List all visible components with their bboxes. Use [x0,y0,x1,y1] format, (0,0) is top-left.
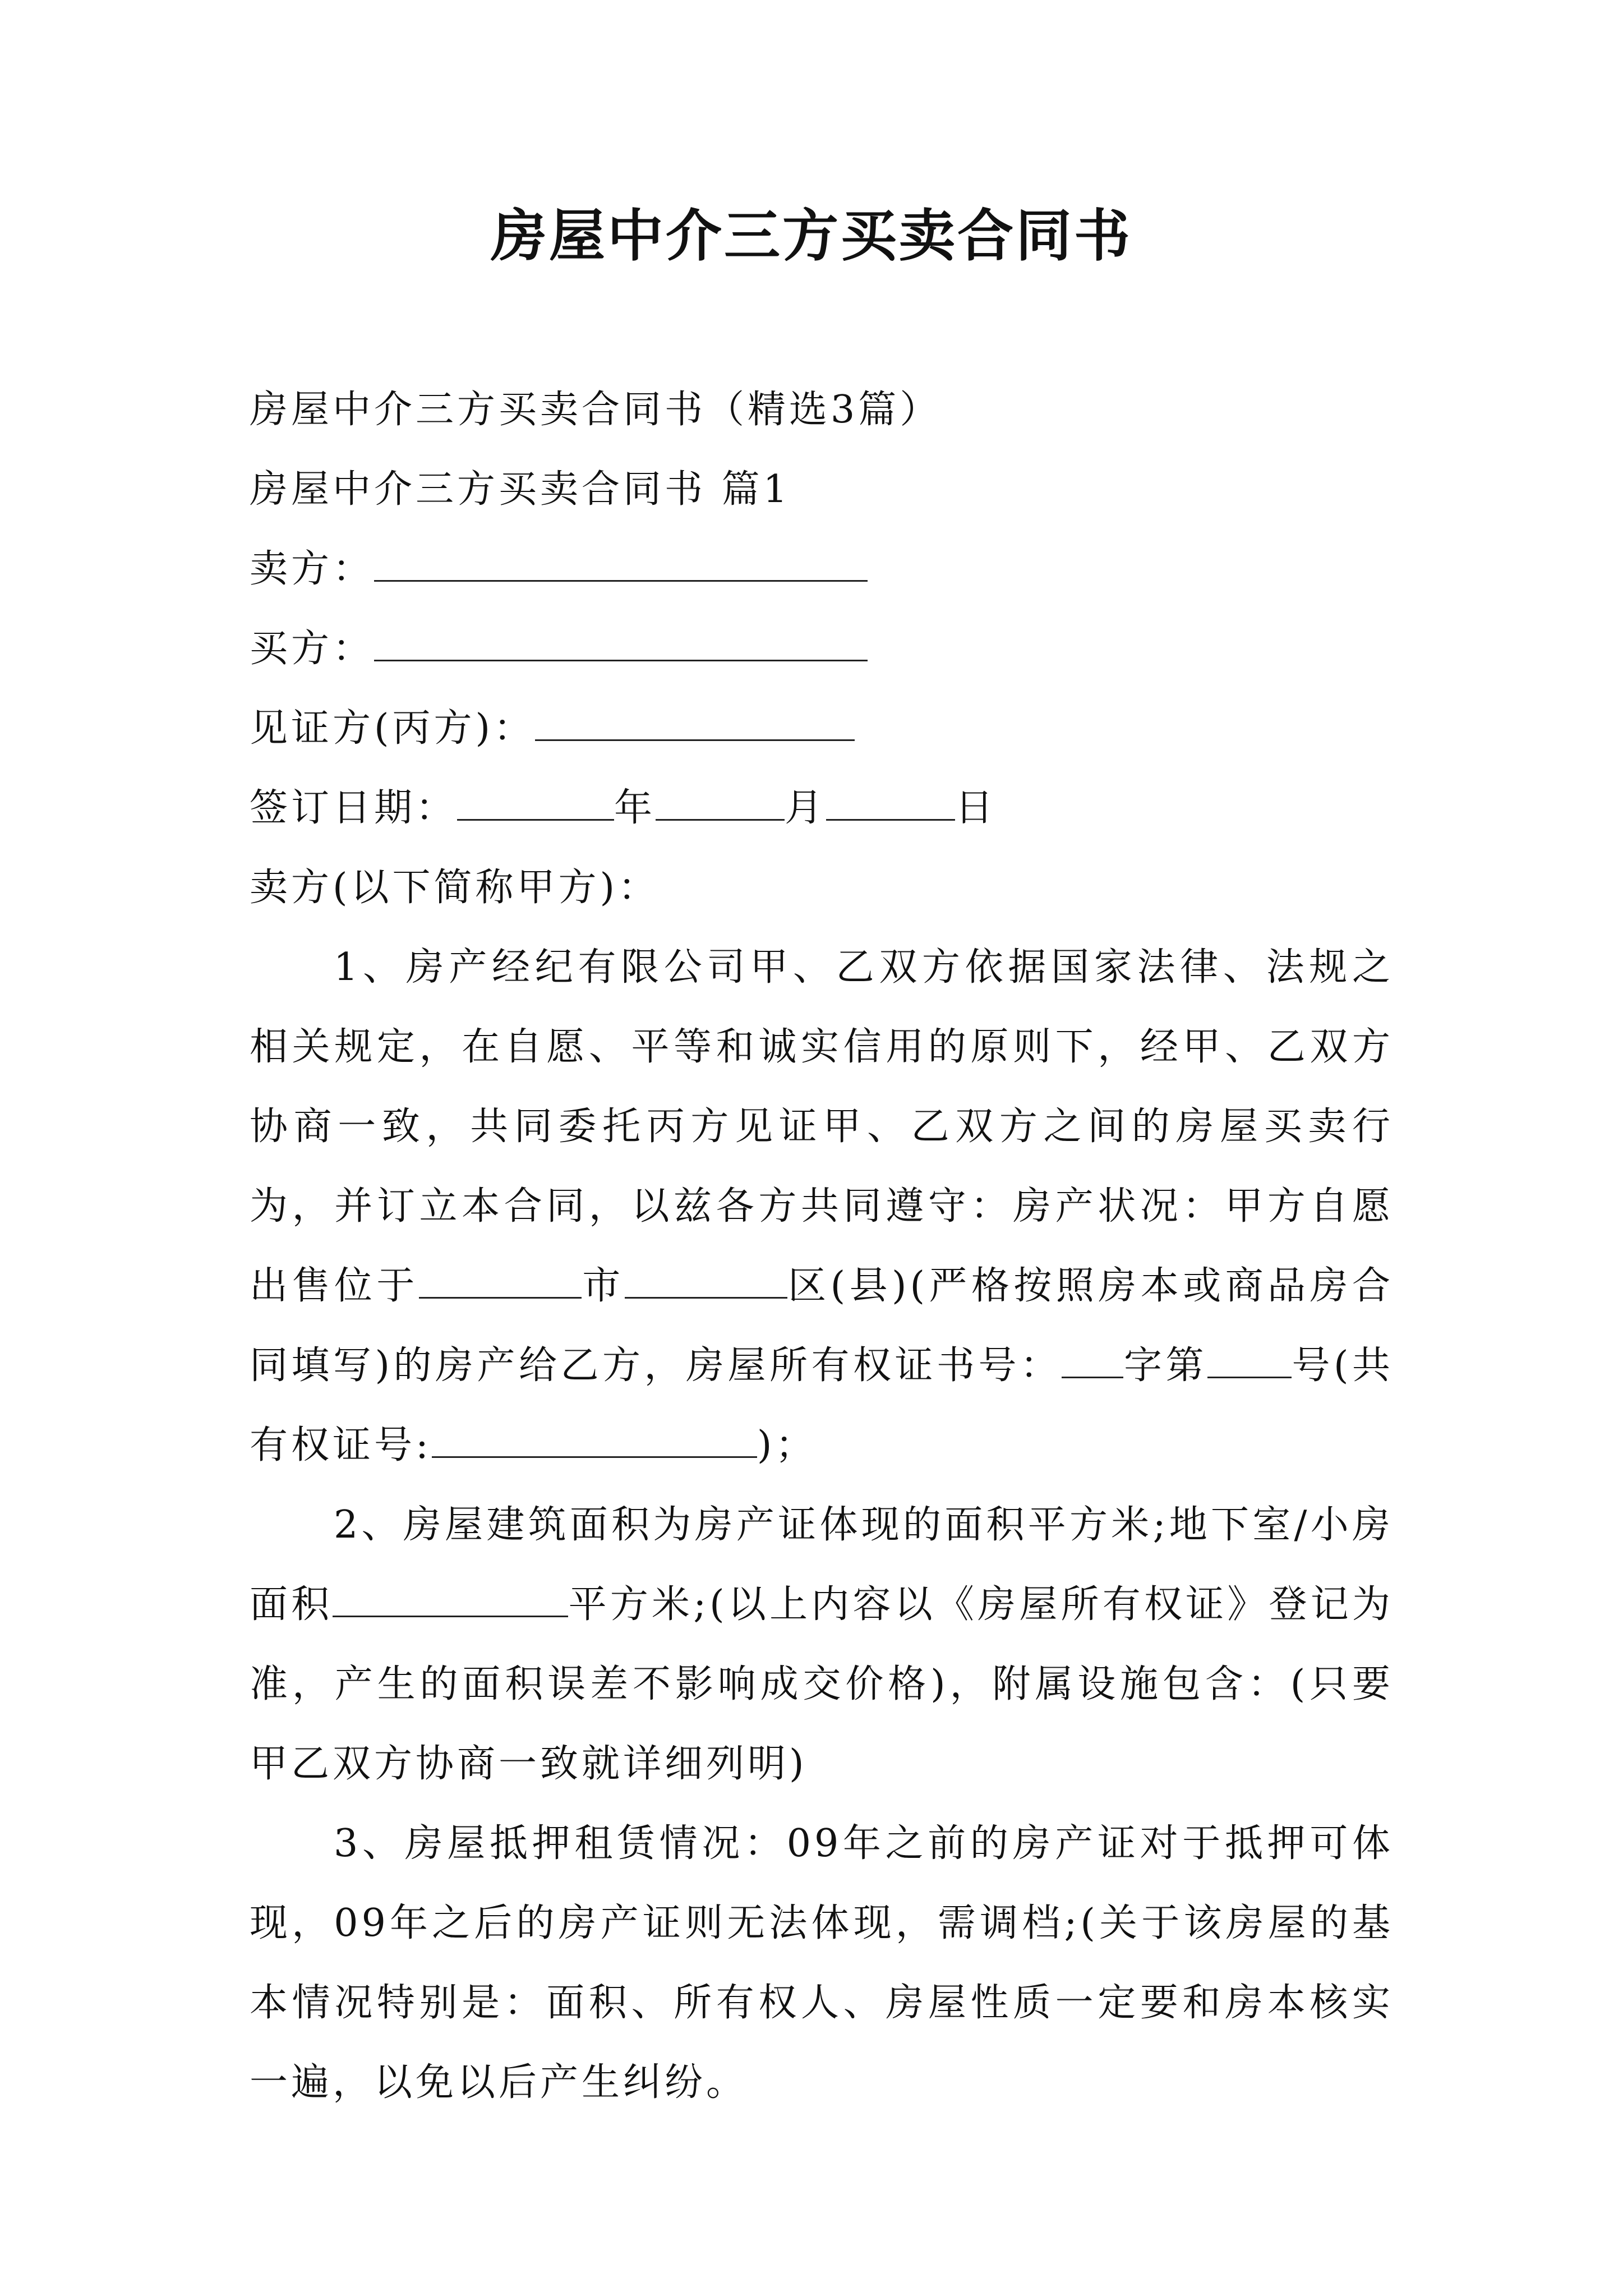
clause-1-zidi: 字第 [1123,1343,1207,1388]
seller-line [250,530,1394,609]
subtitle: 房屋中介三方买卖合同书（精选3篇） [250,388,942,432]
clause-1-coowner-blank [432,1424,757,1458]
date-line [250,769,1394,848]
clause-1-number-blank [1207,1344,1292,1378]
clause-2-area-blank [333,1583,568,1617]
clause-1-district-text: 区(县)(严格按照房本或商品房合同填写)的房产给乙方，房屋所有权证书号： [250,1264,1394,1388]
clause-3 [250,1804,1394,2123]
clause-2-text-a: 2、房屋建筑面积为房产证体现的面积平方米;地下室/小房面积 [250,1503,1394,1627]
witness-blank [535,707,855,741]
buyer-label: 买方： [250,627,375,671]
section-heading: 房屋中介三方买卖合同书 篇1 [250,467,791,512]
clause-2-text-b: 平方米;(以上内容以《房屋所有权证》登记为准，产生的面积误差不影响成交价格)，附属设施包含：(只要甲乙双方协商一致就详细列明) [250,1582,1394,1786]
clause-1-city-label: 市 [581,1264,625,1308]
seller-blank [374,547,868,582]
clause-1-cert-blank [1062,1344,1123,1378]
date-label: 签订日期： [250,786,458,830]
clause-3-text: 3、房屋抵押租赁情况：09年之前的房产证对于抵押可体现，09年之后的房产证则无法体现，需调档;(关于该房屋的基本情况特别是：面积、所有权人、房屋性质一定要和房本核实一遍，以免以后产生纠纷。 [250,1821,1394,2105]
clause-2 [250,1485,1394,1804]
date-month-blank [656,786,785,821]
clause-1-city-blank [419,1264,582,1299]
document-body [250,370,1394,2123]
document-title: 房屋中介三方买卖合同书 [491,203,1132,269]
clause-1 [250,928,1394,1485]
buyer-blank [374,627,868,661]
date-month-label: 月 [785,786,827,830]
witness-line [250,689,1394,769]
clause-1-district-blank [625,1264,787,1299]
seller-label: 卖方： [250,547,375,591]
buyer-line [250,609,1394,689]
witness-label: 见证方(丙方)： [250,706,536,751]
clause-1-text: 1、房产经纪有限公司甲、乙双方依据国家法律、法规之相关规定，在自愿、平等和诚实信用的原则下，经甲、乙双方协商一致，共同委托丙方见证甲、乙双方之间的房屋买卖行为，并订立本合同，以兹各方共同遵守：房产状况：甲方自愿出售位于 [250,945,1394,1308]
seller-intro: 卖方(以下简称甲方)： [250,866,660,910]
date-day-blank [826,786,955,821]
clause-1-end: )； [757,1423,817,1467]
date-day-label: 日 [955,786,997,830]
clause-1-hao: 号(共有权证号: [250,1343,1394,1467]
date-year-blank [457,786,614,821]
date-year-label: 年 [614,786,656,830]
